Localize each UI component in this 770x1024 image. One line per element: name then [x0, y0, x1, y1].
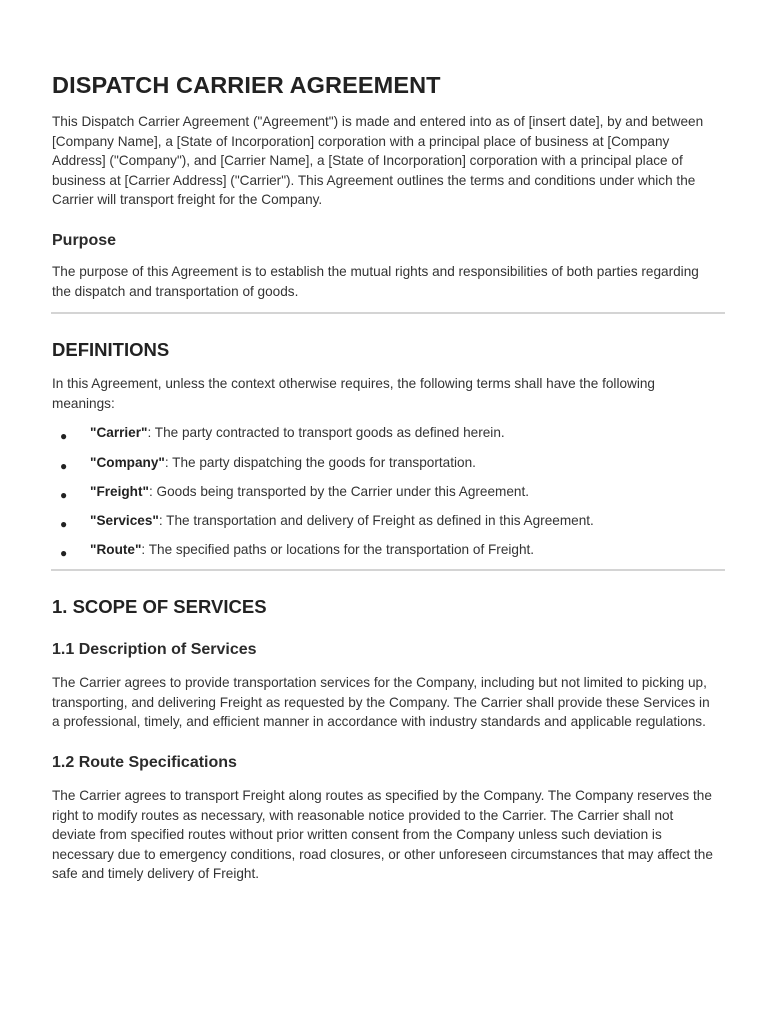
list-item — [52, 482, 720, 502]
purpose-paragraph: The purpose of this Agreement is to establish the mutual rights and responsibilities of both parties regarding the dispatch and transportation of goods. — [52, 263, 699, 299]
list-item — [52, 540, 720, 560]
list-item — [52, 511, 720, 531]
section-divider — [51, 312, 725, 314]
definition-text: : The specified paths or locations for the transportation of Freight. — [141, 542, 535, 558]
bullet-icon: ● — [60, 516, 68, 531]
intro-paragraph: This Dispatch Carrier Agreement ("Agreement") is made and entered into as of [insert date], by and between [Company Name], a [State of Incorporation] corporation with a principal place of business at [Company Address] ("Company"), and [Carrier Name], a [State of Incorporation] corporation with a principal place of business at [Carrier Address] ("Carrier"). This Agreement outlines the terms and conditions under which the Carrier will transport freight for the Company. — [52, 114, 704, 208]
definitions-intro: In this Agreement, unless the context otherwise requires, the following terms shall have the following meanings: — [52, 376, 655, 411]
bullet-icon: ● — [60, 487, 68, 502]
definition-text: : Goods being transported by the Carrier under this Agreement. — [148, 483, 530, 499]
definition-text: : The transportation and delivery of Freight as defined in this Agreement. — [158, 512, 594, 528]
definition-text: : The party dispatching the goods for transportation. — [164, 454, 476, 470]
document-content — [52, 70, 720, 884]
list-item — [52, 423, 720, 443]
definition-term: "Route" — [90, 542, 142, 558]
definition-term: "Company" — [90, 454, 165, 470]
definitions-heading: DEFINITIONS — [52, 339, 170, 361]
bullet-icon: ● — [60, 546, 68, 561]
definition-term: "Services" — [90, 512, 159, 528]
bullet-icon: ● — [60, 429, 68, 444]
description-of-services-heading: 1.1 Description of Services — [52, 641, 257, 659]
list-item — [52, 453, 720, 473]
definitions-list — [52, 423, 720, 559]
definition-term: "Freight" — [90, 483, 149, 499]
route-specifications-heading: 1.2 Route Specifications — [52, 754, 237, 772]
document-title: DISPATCH CARRIER AGREEMENT — [52, 72, 441, 98]
description-of-services-paragraph: The Carrier agrees to provide transportation services for the Company, including but not limited to picking up, transporting, and delivering Freight as requested by the Company. The Carrier shall provide these Services in a professional, timely, and efficient manner in accordance with industry standards and applicable regulations. — [52, 675, 710, 730]
route-specifications-paragraph: The Carrier agrees to transport Freight along routes as specified by the Company. The Company reserves the right to modify routes as necessary, with reasonable notice provided to the Carrier. The Carrier shall not deviate from specified routes without prior written consent from the Company unless such deviation is necessary due to emergency conditions, road closures, or other unforeseen circumstances that may affect the safe and timely delivery of Freight. — [52, 788, 713, 882]
scope-heading: 1. SCOPE OF SERVICES — [52, 596, 267, 618]
definition-term: "Carrier" — [90, 425, 148, 441]
definition-text: : The party contracted to transport goods as defined herein. — [147, 425, 505, 441]
purpose-heading: Purpose — [52, 231, 117, 249]
section-divider — [51, 569, 725, 571]
bullet-icon: ● — [60, 458, 68, 473]
